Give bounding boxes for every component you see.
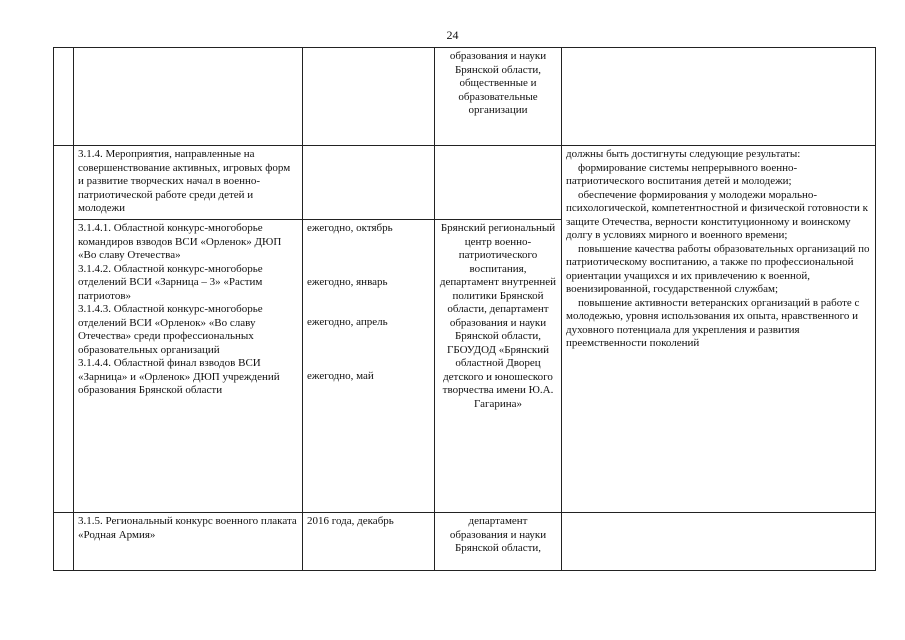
results-cell (562, 48, 876, 146)
term-list-cell (303, 220, 435, 513)
table-row (54, 146, 876, 220)
result-item: обеспечение формирования у молодежи морально-психологической, компетентностной и физической готовности к защите Отечества, верности конституционному и воинскому долгу в условиях мирного и военного времени; (566, 188, 868, 241)
result-item: повышение качества работы образовательных организаций по патриотическому воспитанию, а также по профессиональной ориентации учащихся и их привлечению к военной, военизированной, государственной службам; (566, 242, 870, 295)
event-title: 3.1.4.4. Областной финал взводов ВСИ «Зарница» и «Орленок» ДЮП учреждений образования Брянской области (78, 357, 280, 396)
event-term: ежегодно, май (307, 370, 374, 382)
event-cell (74, 48, 303, 146)
term-cell (303, 146, 435, 220)
responsible-cell: департамент образования и науки Брянской области, (435, 513, 562, 571)
event-term: ежегодно, апрель (307, 316, 388, 328)
event-title-cell: 3.1.5. Региональный конкурс военного плаката «Родная Армия» (74, 513, 303, 571)
page-number: 24 (446, 28, 459, 42)
event-term: ежегодно, октябрь (307, 222, 393, 234)
event-list-cell (74, 220, 303, 513)
number-cell (54, 146, 74, 220)
number-cell (54, 220, 74, 513)
event-term: ежегодно, январь (307, 276, 388, 288)
result-item: повышение активности ветеранских организаций в работе с молодежью, уровня использования их опыта, нравственного и духовного потенциала для укрепления и развития преемственности поколений (566, 296, 860, 349)
event-title: 3.1.4.1. Областной конкурс-многоборье командиров взводов ВСИ «Орленок» ДЮП «Во славу Отечества» (78, 222, 282, 261)
event-title: 3.1.4.2. Областной конкурс-многоборье отделений ВСИ «Зарница – 3» «Растим патриотов» (78, 262, 263, 302)
results-intro: должны быть достигнуты следующие результаты: (566, 148, 801, 160)
results-cell (562, 146, 876, 513)
responsible-cell: образования и науки Брянской области, общественные и образовательные организации (435, 48, 562, 146)
term-cell: 2016 года, декабрь (303, 513, 435, 571)
plan-table (53, 47, 876, 571)
responsible-cell: Брянский региональный центр военно-патриотического воспитания, департамент внутренней политики Брянской области, департамент образования и науки Брянской области, ГБОУДОД «Брянский областной Дворец детского и юношеского творчества имени Ю.А. Гагарина» (435, 220, 562, 513)
event-title-cell: 3.1.4. Мероприятия, направленные на совершенствование активных, игровых форм и развитие творческих начал в военно-патриотической работе среди детей и молодежи (74, 146, 303, 220)
term-cell (303, 48, 435, 146)
table-row (54, 48, 876, 146)
event-title: 3.1.4.3. Областной конкурс-многоборье отделений ВСИ «Орленок» «Во славу Отечества» среди профессиональных образовательных организаций (78, 303, 263, 356)
number-cell (54, 513, 74, 571)
responsible-cell (435, 146, 562, 220)
results-cell (562, 513, 876, 571)
table-row (54, 513, 876, 571)
result-item: формирование системы непрерывного военно-патриотического воспитания детей и молодежи; (566, 161, 798, 187)
number-cell (54, 48, 74, 146)
